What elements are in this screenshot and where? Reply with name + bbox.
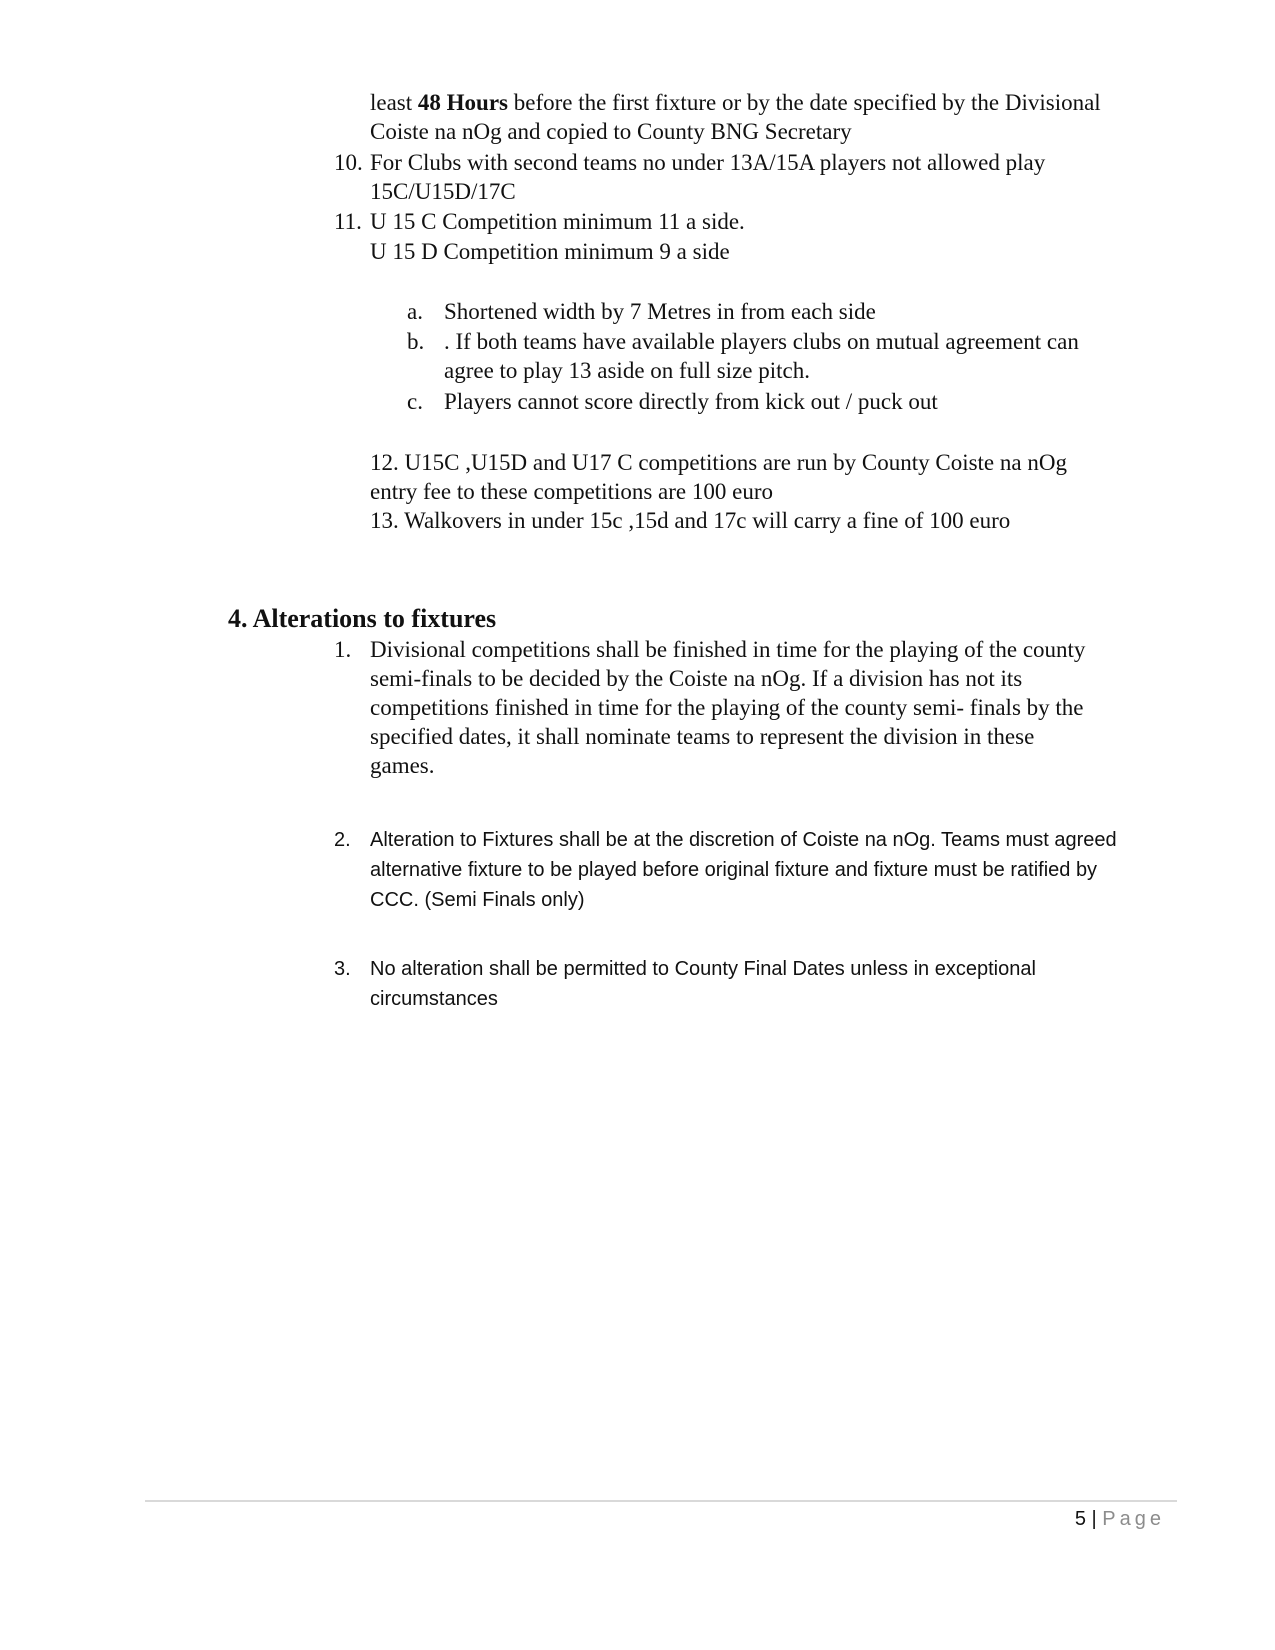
sub-item-letter: c. (407, 389, 423, 414)
list-item-text: For Clubs with second teams no under 13A/15A players not allowed play (370, 150, 1046, 175)
list-item-text: games. (370, 753, 435, 778)
list-item-number: 3. (334, 958, 351, 980)
sub-item-text: . If both teams have available players clubs on mutual agreement can (444, 329, 1079, 354)
continued-text-bold: 48 Hours (417, 90, 508, 115)
list-item-number: 1. (334, 637, 352, 662)
list-item-text: 12. U15C ,U15D and U17 C competitions are run by County Coiste na nOg (370, 450, 1067, 475)
list-item-text: entry fee to these competitions are 100 euro (370, 479, 773, 504)
sub-item-text: agree to play 13 aside on full size pitch. (444, 358, 810, 383)
continued-text-post: before the first fixture or by the date specified by the Divisional (508, 90, 1101, 115)
continued-item-line-1 (370, 88, 1101, 117)
list-item-number: 2. (334, 829, 351, 851)
page-number: 5 (1074, 1508, 1086, 1530)
list-item-text: U 15 D Competition minimum 9 a side (370, 239, 730, 264)
page-label: Page (1102, 1508, 1165, 1530)
section-heading: 4. Alterations to fixtures (228, 604, 497, 633)
list-item-text: competitions finished in time for the playing of the county semi- finals by the (370, 695, 1084, 720)
list-item-text: specified dates, it shall nominate teams to represent the division in these (370, 724, 1035, 749)
page-footer (1075, 1508, 1165, 1531)
list-item-text: 15C/U15D/17C (370, 179, 516, 204)
list-item-text: CCC. (Semi Finals only) (370, 889, 585, 911)
footer-divider (145, 1500, 1177, 1502)
page-separator: | (1091, 1508, 1097, 1530)
list-item-number: 10. (334, 150, 363, 175)
sub-item-text: Players cannot score directly from kick out / puck out (444, 389, 938, 414)
list-item-text: No alteration shall be permitted to County Final Dates unless in exceptional (370, 958, 1036, 980)
continued-text-pre: least (370, 90, 418, 115)
list-item-text: circumstances (370, 988, 498, 1010)
list-item-text: U 15 C Competition minimum 11 a side. (370, 209, 745, 234)
sub-item-letter: b. (407, 329, 425, 354)
list-item-text: alternative fixture to be played before original fixture and fixture must be ratified by (370, 859, 1098, 881)
sub-item-letter: a. (407, 299, 423, 324)
list-item-text: 13. Walkovers in under 15c ,15d and 17c will carry a fine of 100 euro (370, 508, 1011, 533)
list-item-number: 11. (334, 209, 362, 234)
list-item-text: semi-finals to be decided by the Coiste na nOg. If a division has not its (370, 666, 1023, 691)
continued-item-line-2: Coiste na nOg and copied to County BNG Secretary (370, 119, 852, 144)
sub-item-text: Shortened width by 7 Metres in from each side (444, 299, 876, 324)
list-item-text: Divisional competitions shall be finished in time for the playing of the county (370, 637, 1086, 662)
list-item-text: Alteration to Fixtures shall be at the discretion of Coiste na nOg. Teams must agreed (370, 829, 1117, 851)
